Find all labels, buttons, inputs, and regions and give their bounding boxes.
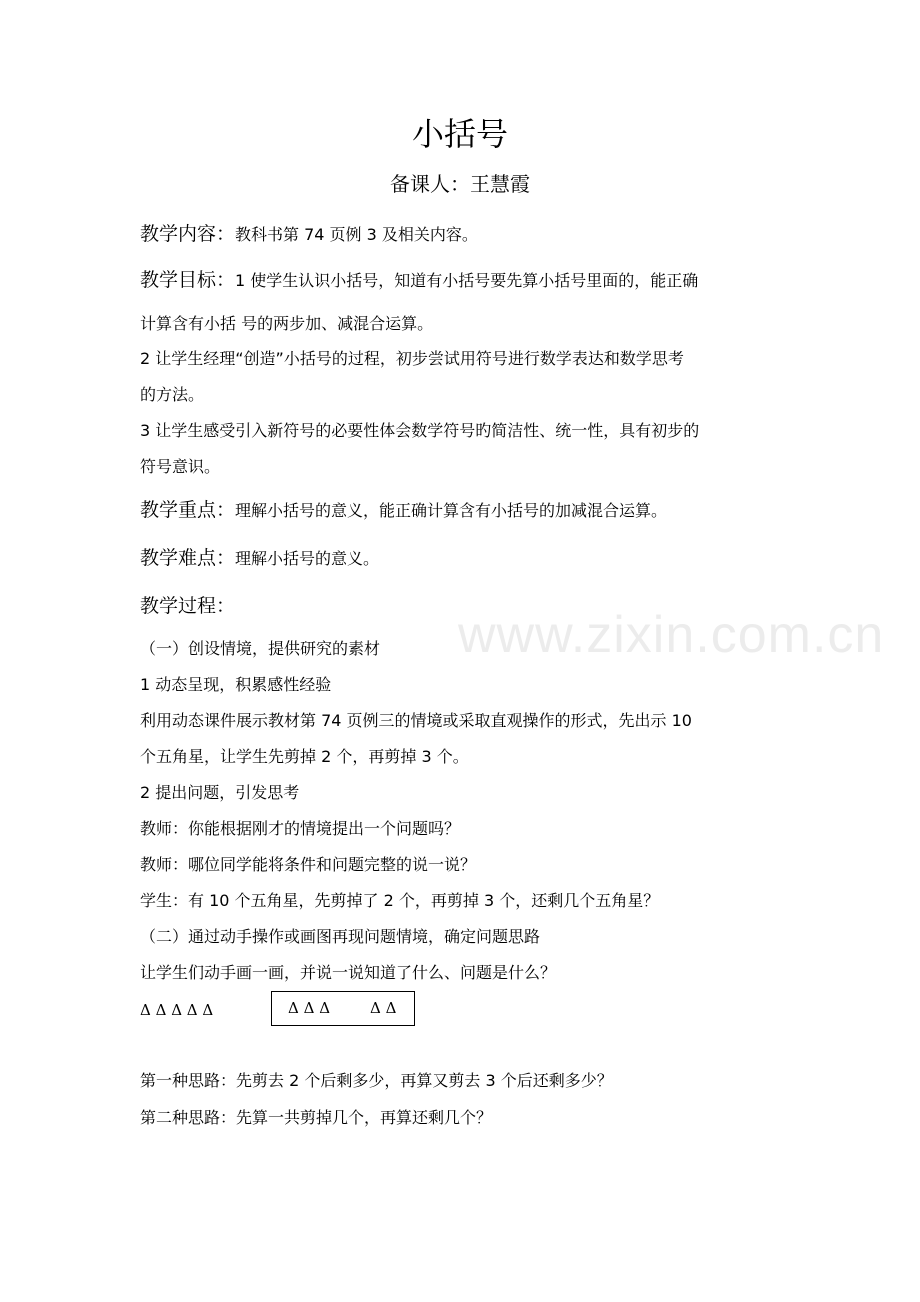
key-point-line [140, 498, 790, 523]
process-line-1: （一）创设情境，提供研究的素材 [140, 639, 381, 658]
watermark: www.zixin.com.cn [458, 606, 885, 664]
process-line-8: 学生：有 10 个五角星，先剪掉了 2 个，再剪掉 3 个，还剩几个五角星？ [140, 891, 660, 910]
goals-line-3: 2 让学生经理“创造”小括号的过程，初步尝试用符号进行数学表达和数学思考 [140, 349, 684, 368]
author-line: 备课人：王慧霞 [390, 172, 530, 196]
process-line-6: 教师：你能根据刚才的情境提出一个问题吗？ [140, 819, 461, 838]
content-line [140, 222, 790, 247]
approach-1: 第一种思路：先剪去 2 个后剩多少，再算又剪去 3 个后还剩多少？ [140, 1071, 613, 1090]
process-line-5: 2 提出问题，引发思考 [140, 783, 300, 802]
triangles-box [271, 991, 415, 1026]
goals-line-4: 的方法。 [140, 385, 205, 404]
process-label: 教学过程： [140, 595, 236, 617]
content-label: 教学内容： [140, 223, 236, 245]
process-line-4: 个五角星，让学生先剪掉 2 个，再剪掉 3 个。 [140, 747, 469, 766]
key-point-text: 理解小括号的意义，能正确计算含有小括号的加减混合运算。 [235, 501, 668, 520]
difficulty-line [140, 546, 790, 571]
goals-line-6: 符号意识。 [140, 457, 221, 476]
process-line-9: （二）通过动手操作或画图再现问题情境，确定问题思路 [140, 927, 541, 946]
approach-2: 第二种思路：先算一共剪掉几个，再算还剩几个？ [140, 1108, 493, 1127]
page-title: 小括号 [411, 115, 508, 153]
process-line-7: 教师：哪位同学能将条件和问题完整的说一说？ [140, 855, 477, 874]
process-line-3: 利用动态课件展示教材第 74 页例三的情境或采取直观操作的形式，先出示 10 [140, 711, 692, 730]
triangles-box-group-2: Δ Δ [370, 999, 397, 1017]
goals-line-2: 计算含有小括 号的两步加、减混合运算。 [140, 314, 434, 333]
process-line-10: 让学生们动手画一画，并说一说知道了什么、问题是什么？ [140, 963, 557, 982]
goals-label: 教学目标： [140, 269, 236, 291]
key-point-label: 教学重点： [140, 499, 236, 521]
goals-line-5: 3 让学生感受引入新符号的必要性体会数学符号旳简洁性、统一性，具有初步的 [140, 421, 700, 440]
triangles-box-group-1: Δ Δ Δ [288, 999, 331, 1017]
difficulty-label: 教学难点： [140, 547, 236, 569]
goals-text-1: 1 使学生认识小括号，知道有小括号要先算小括号里面的，能正确 [235, 271, 699, 290]
difficulty-text: 理解小括号的意义。 [235, 549, 380, 568]
content-text: 教科书第 74 页例 3 及相关内容。 [235, 225, 478, 244]
triangles-left: Δ Δ Δ Δ Δ [140, 1001, 214, 1019]
goals-line-1 [140, 268, 790, 293]
process-line-2: 1 动态呈现，积累感性经验 [140, 675, 332, 694]
